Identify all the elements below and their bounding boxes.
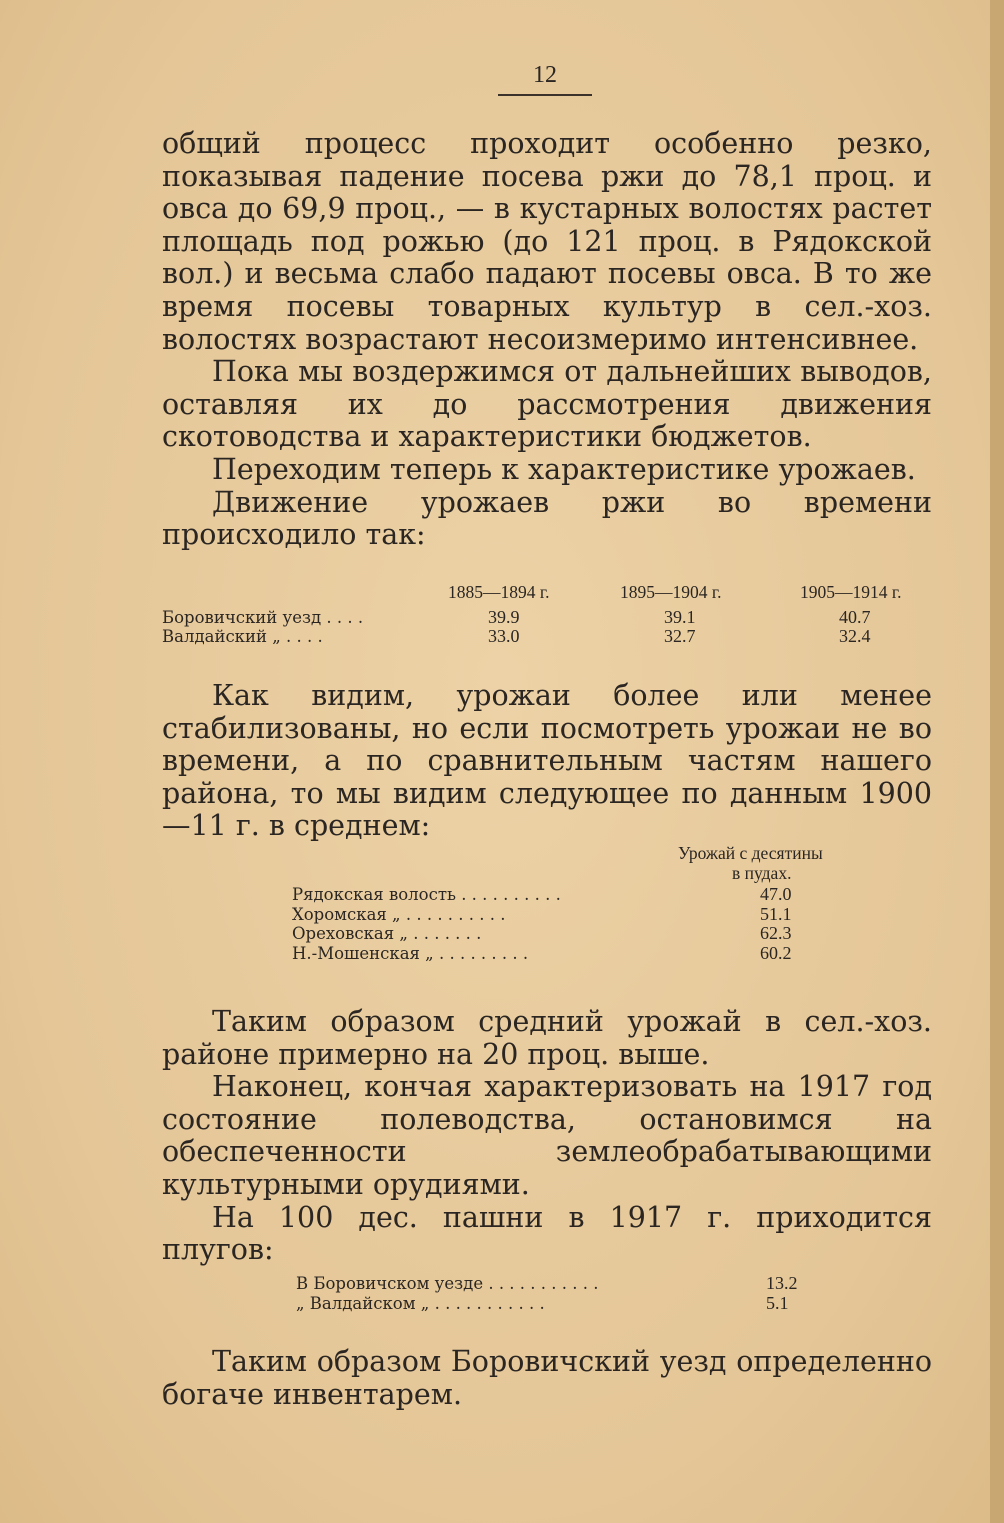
cell: 5.1 [766, 1292, 789, 1313]
page-number-rule [498, 94, 592, 96]
cell: 32.4 [839, 626, 871, 646]
table-header-unit: в пудах. [732, 862, 792, 883]
paragraph-2: Пока мы воздержимся от дальнейших выводов, оставляя их до рассмотрения движения скотоводства и характеристики бюджетов. [162, 355, 932, 454]
row-label: Н.-Мошенская „ . . . . . . . . . [292, 943, 529, 963]
page-edge [990, 0, 1004, 1523]
table-row [296, 1294, 856, 1314]
page-number: 12 [533, 62, 557, 88]
row-label: Рядокская волость . . . . . . . . . . [292, 885, 561, 904]
table-header: Урожай с десятины [678, 843, 823, 863]
table-row [292, 905, 912, 925]
col-header-1: 1885—1894 г. [448, 582, 550, 602]
paragraph-7: Наконец, кончая характеризовать на 1917 год состояние полеводства, остановимся на обеспеченности землеобрабатывающими культурными орудиями. [162, 1070, 932, 1201]
table-row [292, 924, 912, 944]
text-block-2 [162, 680, 932, 843]
cell: 40.7 [839, 606, 871, 627]
text-block-4 [162, 1346, 932, 1411]
row-label: Боровичский уезд . . . . [162, 607, 364, 627]
paragraph-9: Таким образом Боровичский уезд определенно богаче инвентарем. [162, 1345, 932, 1411]
cell: 32.7 [664, 626, 696, 646]
cell: 33.0 [488, 626, 520, 646]
text-block-1 [162, 128, 932, 552]
district-yield-table [292, 844, 912, 963]
paragraph-5: Как видим, урожаи более или менее стабилизованы, но если посмотреть урожаи не во времени, а по сравнительным частям нашего района, то мы видим следующее по данным 1900—11 г. в среднем: [162, 679, 932, 843]
row-label: Ореховская „ . . . . . . . [292, 924, 482, 943]
paragraph-4: Движение урожаев ржи во времени происходило так: [162, 485, 932, 552]
table-header-line-1 [292, 844, 912, 864]
row-label: В Боровичском уезде . . . . . . . . . . . [296, 1274, 599, 1293]
rye-yield-table [162, 583, 942, 647]
cell: 60.2 [760, 942, 792, 963]
table-row [292, 944, 912, 964]
table-row [296, 1274, 856, 1294]
row-label: „ Валдайском „ . . . . . . . . . . . [296, 1293, 545, 1313]
paragraph-6: Таким образом средний урожай в сел.-хоз. районе примерно на 20 проц. выше. [162, 1005, 932, 1071]
row-label: Хоромская „ . . . . . . . . . . [292, 904, 506, 924]
cell: 51.1 [760, 903, 792, 924]
col-header-2: 1895—1904 г. [620, 582, 722, 602]
cell: 13.2 [766, 1273, 798, 1293]
cell: 62.3 [760, 923, 792, 943]
table-row [292, 885, 912, 905]
cell: 39.1 [664, 606, 696, 627]
text-block-3 [162, 1006, 932, 1267]
paragraph-1: общий процесс проходит особенно резко, показывая падение посева ржи до 78,1 проц. и овса до 69,9 проц., — в кустарных волостях растет площадь под рожью (до 121 проц. в Рядокской вол.) и весьма слабо падают посевы овса. В то же время посевы товарных культур в сел.-хоз. волостях возрастают несоизмеримо интенсивнее. [162, 127, 932, 356]
paragraph-3: Переходим теперь к характеристике урожаев. [212, 452, 916, 486]
plough-table [296, 1274, 856, 1313]
row-label: Валдайский „ . . . . [162, 627, 323, 646]
table-row [162, 627, 942, 647]
cell: 39.9 [488, 606, 520, 627]
table-header-line-2 [292, 864, 912, 884]
table-header-row [162, 583, 942, 603]
table-row [162, 608, 942, 628]
cell: 47.0 [760, 884, 792, 904]
paragraph-8: На 100 дес. пашни в 1917 г. приходится плугов: [162, 1200, 932, 1267]
col-header-3: 1905—1914 г. [800, 582, 902, 602]
